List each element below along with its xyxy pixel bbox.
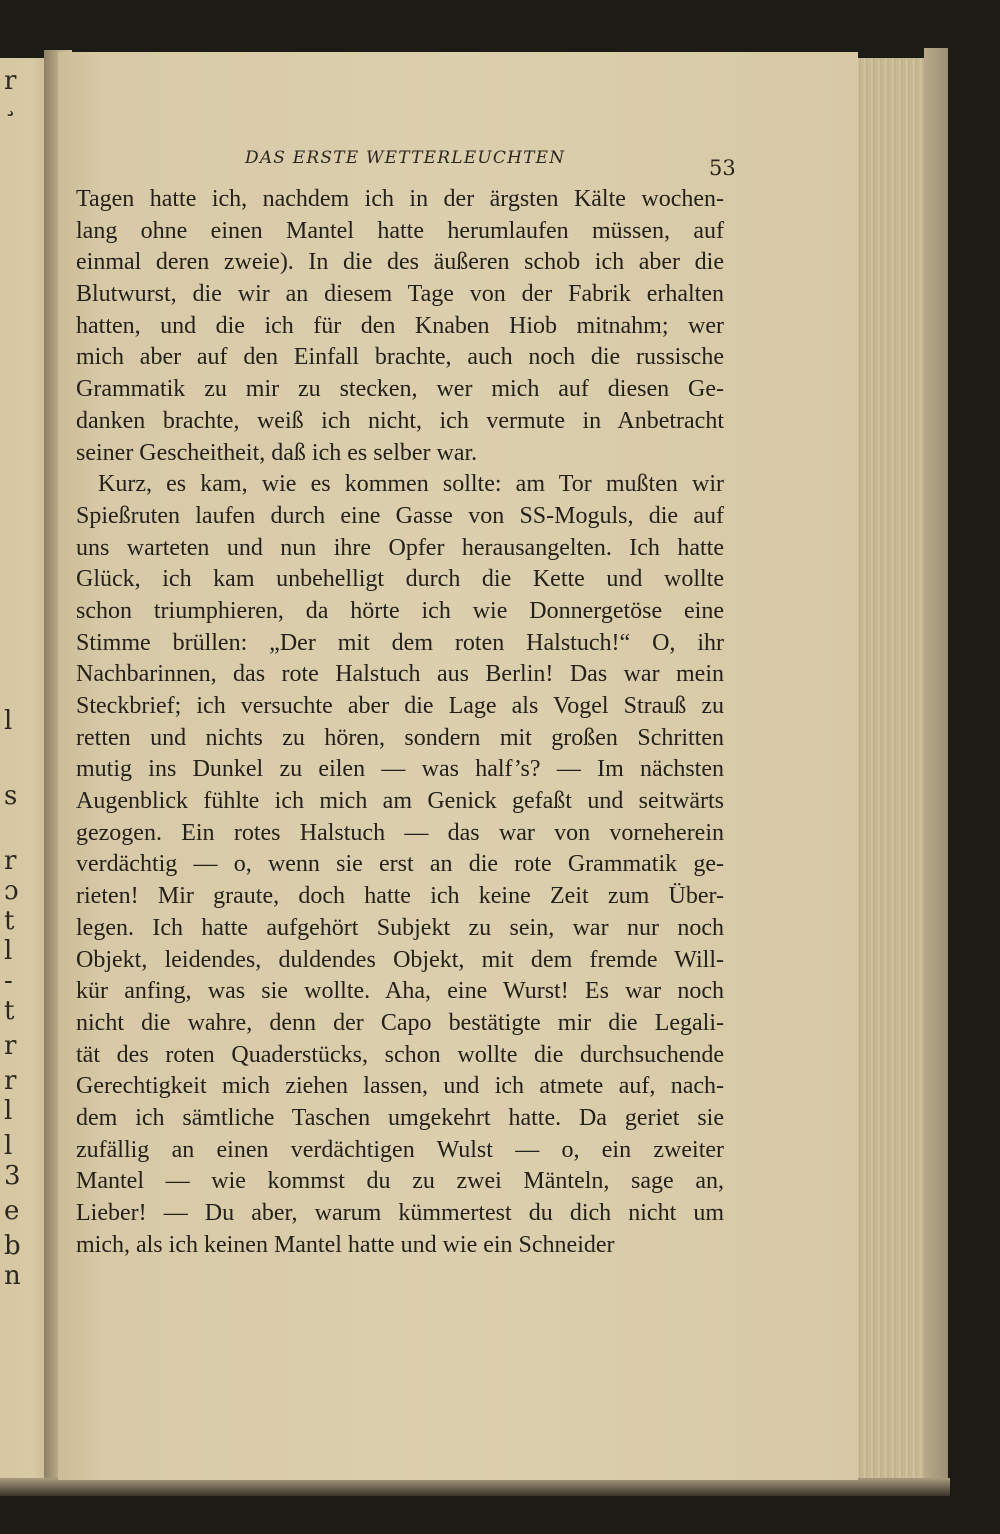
text-line: verdächtig — o, wenn sie erst an die rote Grammatik ge- xyxy=(76,851,724,878)
text-line: Tagen hatte ich, nachdem ich in der ärgsten Kälte wochen- xyxy=(76,186,724,212)
facing-page-fragment: e xyxy=(4,1196,20,1226)
facing-page-fragment: t xyxy=(4,906,15,936)
text-line: Nachbarinnen, das rote Halstuch aus Berlin! Das war mein xyxy=(76,661,724,688)
body-text xyxy=(76,184,724,1261)
facing-page-fragment: r xyxy=(4,1066,17,1096)
text-line: Spießruten laufen durch eine Gasse von SS-Moguls, die auf xyxy=(76,502,724,529)
facing-page-fragment: - xyxy=(4,966,13,996)
text-line: retten und nichts zu hören, sondern mit großen Schritten xyxy=(76,724,724,751)
text-line: seiner Gescheitheit, daß ich es selber war. xyxy=(76,439,478,466)
text-line: tät des roten Quaderstücks, schon wollte die durchsuchende xyxy=(76,1041,724,1068)
text-line: gezogen. Ein rotes Halstuch — das war von vorneherein xyxy=(76,819,724,846)
text-line: lang ohne einen Mantel hatte herumlaufen müssen, auf xyxy=(76,217,724,244)
facing-page-fragment: b xyxy=(4,1231,21,1261)
facing-page-fragment: ¸ xyxy=(4,88,17,118)
text-line: uns warteten und nun ihre Opfer herausangelten. Ich hatte xyxy=(76,534,724,561)
text-line: einmal deren zweie). In die des äußeren schob ich aber die xyxy=(76,249,724,276)
text-line: Objekt, leidendes, duldendes Objekt, mit dem fremde Will- xyxy=(76,946,724,973)
text-line: mich, als ich keinen Mantel hatte und wie ein Schneider xyxy=(76,1231,615,1258)
text-line: Lieber! — Du aber, warum kümmertest du dich nicht um xyxy=(76,1200,724,1226)
facing-page-fragment: r xyxy=(4,66,17,96)
facing-page-fragment: r xyxy=(4,846,17,876)
facing-page-fragment: t xyxy=(4,996,15,1026)
text-line: dem ich sämtliche Taschen umgekehrt hatte. Da geriet sie xyxy=(76,1104,724,1131)
text-line: schon triumphieren, da hörte ich wie Donnergetöse eine xyxy=(76,597,724,624)
text-line: rieten! Mir graute, doch hatte ich keine Zeit zum Über- xyxy=(76,883,724,910)
facing-page-fragment: n xyxy=(4,1261,21,1291)
book-bottom-edge xyxy=(0,1478,950,1496)
page-block-edges xyxy=(848,58,928,1478)
text-line: Kurz, es kam, wie es kommen sollte: am Tor mußten wir xyxy=(98,471,724,498)
text-line: zufällig an einen verdächtigen Wulst — o, ein zweiter xyxy=(76,1136,724,1163)
paragraph xyxy=(76,469,724,1261)
text-line: Steckbrief; ich versuchte aber die Lage als Vogel Strauß zu xyxy=(76,693,724,719)
facing-page-fragment: 3 xyxy=(4,1161,21,1191)
text-line: Glück, ich kam unbehelligt durch die Kette und wollte xyxy=(76,566,724,593)
text-line: kür anfing, was sie wollte. Aha, eine Wurst! Es war noch xyxy=(76,978,724,1005)
facing-page-fragment: l xyxy=(4,1131,13,1161)
page-number: 53 xyxy=(709,156,736,180)
text-line: nicht die wahre, denn der Capo bestätigte mir die Legali- xyxy=(76,1009,724,1036)
facing-page-fragment: l xyxy=(4,706,13,736)
text-line: mutig ins Dunkel zu eilen — was half’s? — Im nächsten xyxy=(76,756,724,783)
book-cover-edge xyxy=(924,48,948,1488)
text-line: Gerechtigkeit mich ziehen lassen, und ich atmete auf, nach- xyxy=(76,1073,724,1100)
text-line: danken brachte, weiß ich nicht, ich vermute in Anbetracht xyxy=(76,407,724,434)
facing-page-fragment: r xyxy=(4,1031,17,1061)
running-head: DAS ERSTE WETTERLEUCHTEN xyxy=(245,148,566,168)
text-line: Mantel — wie kommst du zu zwei Mänteln, sage an, xyxy=(76,1168,724,1195)
facing-page-fragment: ɔ xyxy=(4,876,19,906)
text-line: Grammatik zu mir zu stecken, wer mich auf diesen Ge- xyxy=(76,376,724,403)
paragraph xyxy=(76,184,724,469)
left-facing-page xyxy=(0,58,48,1478)
facing-page-fragment: l xyxy=(4,936,13,966)
text-line: hatten, und die ich für den Knaben Hiob mitnahm; wer xyxy=(76,312,724,339)
text-line: Stimme brüllen: „Der mit dem roten Halstuch!“ O, ihr xyxy=(76,629,724,656)
text-line: Blutwurst, die wir an diesem Tage von der Fabrik erhalten xyxy=(76,281,724,308)
facing-page-fragment: l xyxy=(4,1096,13,1126)
text-line: Augenblick fühlte ich mich am Genick gefaßt und seitwärts xyxy=(76,788,724,815)
text-line: mich aber auf den Einfall brachte, auch noch die russische xyxy=(76,344,724,371)
facing-page-fragment: s xyxy=(4,781,18,811)
text-line: legen. Ich hatte aufgehört Subjekt zu sein, war nur noch xyxy=(76,914,724,941)
